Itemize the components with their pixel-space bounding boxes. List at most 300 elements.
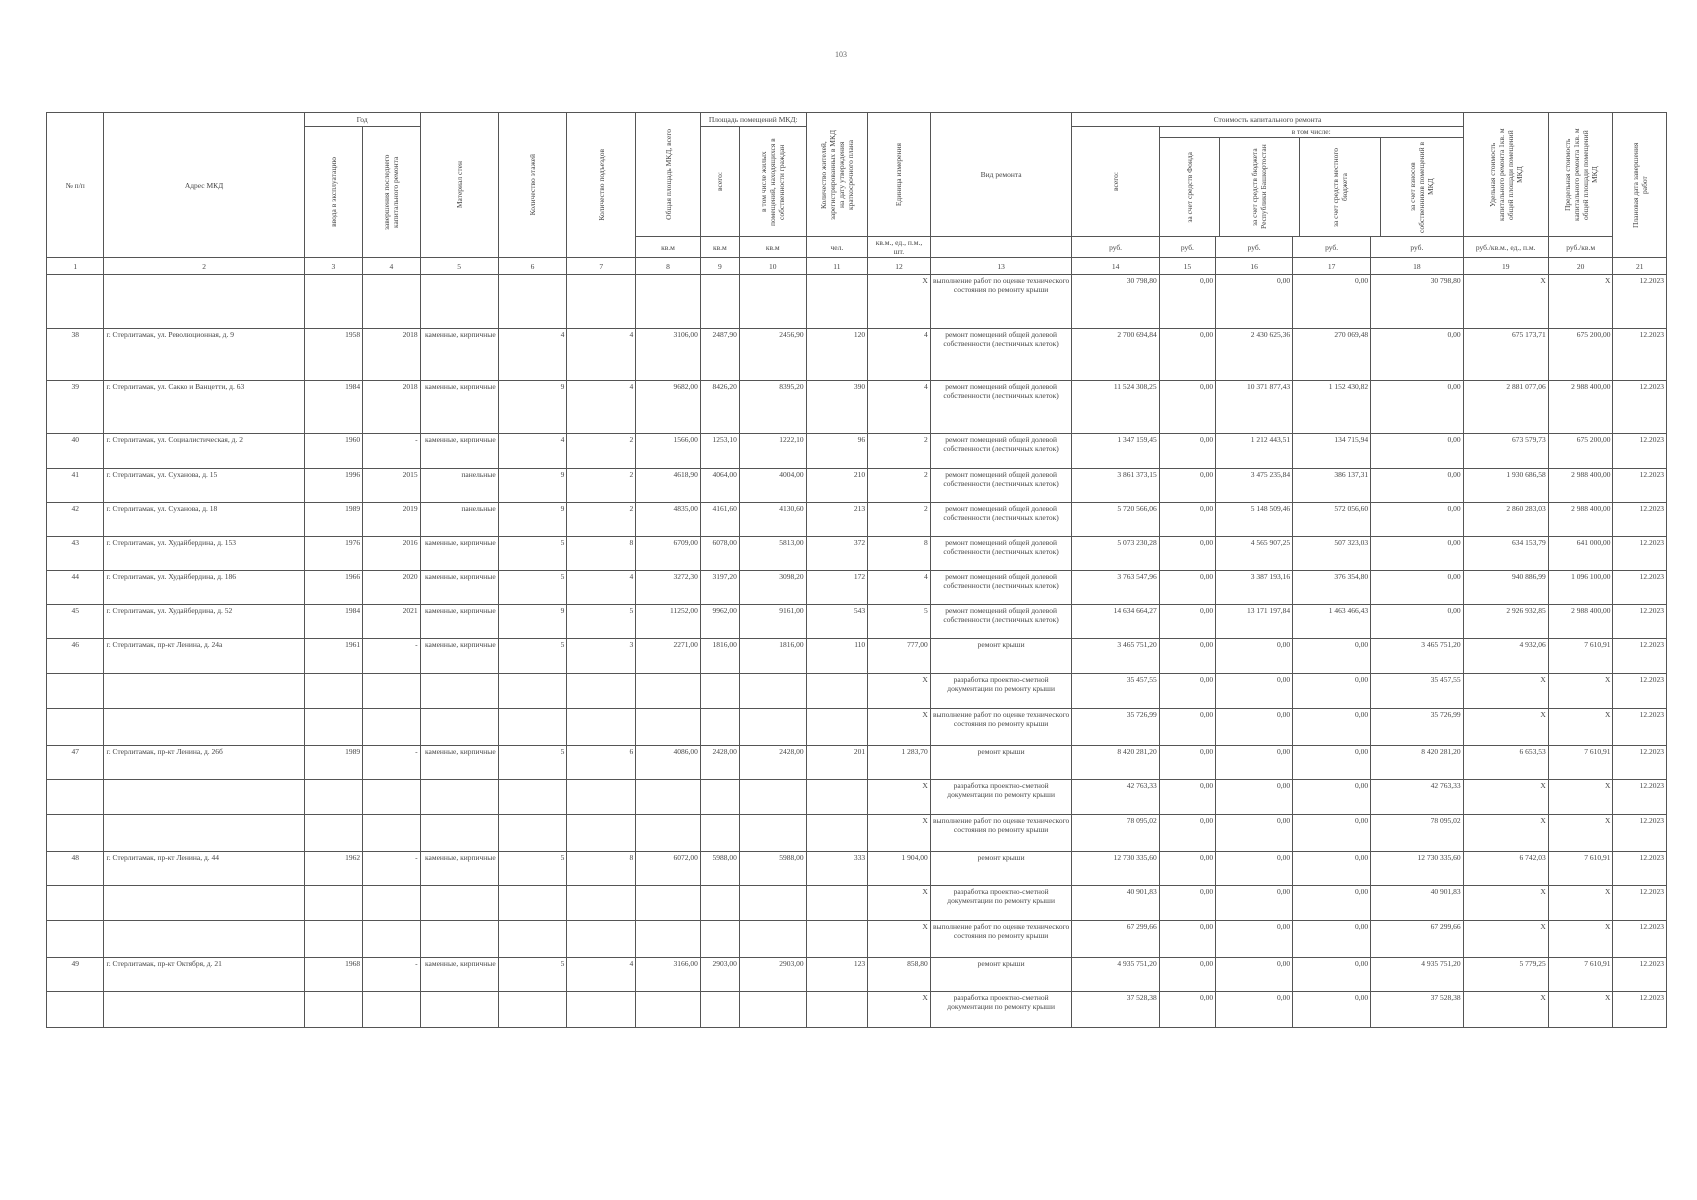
row-cost-rb: 0,00 (1216, 886, 1293, 921)
row-year-repair (363, 886, 420, 921)
header-year: Год (304, 113, 420, 127)
row-year-commission: 1961 (304, 639, 363, 674)
unit-area: кв.м (636, 237, 701, 258)
row-area-all: 6078,00 (700, 537, 739, 571)
row-limit-cost: 675 200,00 (1548, 434, 1613, 469)
row-limit-cost: 2 988 400,00 (1548, 469, 1613, 503)
row-cost-fund: 0,00 (1159, 605, 1215, 639)
row-specific-cost: X (1463, 886, 1548, 921)
row-address (104, 674, 304, 709)
row-repair-kind: выполнение работ по оценке технического состояния по ремонту крыши (930, 709, 1072, 746)
row-total-area: 11252,00 (636, 605, 701, 639)
row-repair-kind: ремонт крыши (930, 958, 1072, 992)
row-cost-fund: 0,00 (1159, 992, 1215, 1028)
row-cost-rb: 10 371 877,43 (1216, 381, 1293, 434)
col-index: 6 (498, 258, 567, 275)
row-year-repair: 2019 (363, 503, 420, 537)
row-area-living: 8395,20 (739, 381, 806, 434)
row-repair-kind: ремонт помещений общей долевой собственности (лестничных клеток) (930, 571, 1072, 605)
row-cost-rb: 0,00 (1216, 746, 1293, 780)
header-cost-incl-group (1159, 127, 1463, 237)
row-floors (498, 921, 567, 958)
row-unit: X (868, 674, 931, 709)
row-cost-mb: 0,00 (1293, 852, 1371, 886)
row-unit: 2 (868, 469, 931, 503)
header-total-area-text: Общая площадь МКД, всего (663, 129, 673, 220)
row-specific-cost: X (1463, 815, 1548, 852)
row-cost-owners: 0,00 (1371, 503, 1463, 537)
row-cost-total: 67 299,66 (1072, 921, 1159, 958)
row-area-living: 2903,00 (739, 958, 806, 992)
header-unit-text: Единица измерения (894, 142, 904, 207)
row-cost-total: 40 901,83 (1072, 886, 1159, 921)
row-date: 12.2023 (1613, 674, 1667, 709)
row-specific-cost: 6 653,53 (1463, 746, 1548, 780)
row-cost-fund: 0,00 (1159, 571, 1215, 605)
row-cost-owners: 4 935 751,20 (1371, 958, 1463, 992)
row-cost-fund: 0,00 (1159, 469, 1215, 503)
page-number: 103 (835, 50, 847, 59)
row-year-commission (304, 921, 363, 958)
row-address: г. Стерлитамак, ул. Худайбердина, д. 186 (104, 571, 304, 605)
row-year-commission (304, 886, 363, 921)
unit-limit: руб./кв.м (1548, 237, 1613, 258)
row-cost-mb: 0,00 (1293, 780, 1371, 815)
row-number: 41 (47, 469, 104, 503)
header-rb-text: за счет средств бюджета Республики Башкортостан (1250, 144, 1269, 230)
row-area-living (739, 921, 806, 958)
row-wall-material: панельные (420, 469, 498, 503)
row-residents: 543 (806, 605, 868, 639)
row-residents: 372 (806, 537, 868, 571)
row-address: г. Стерлитамак, пр-кт Октября, д. 21 (104, 958, 304, 992)
unit-owners: руб. (1371, 237, 1463, 258)
table-row (47, 709, 1667, 746)
row-floors (498, 674, 567, 709)
row-wall-material: каменные, кирпичные (420, 605, 498, 639)
row-cost-fund: 0,00 (1159, 674, 1215, 709)
row-entrances: 3 (567, 639, 636, 674)
header-incl: в том числе: (1160, 127, 1463, 138)
row-floors (498, 709, 567, 746)
row-date: 12.2023 (1613, 434, 1667, 469)
row-year-commission (304, 709, 363, 746)
row-cost-rb: 0,00 (1216, 815, 1293, 852)
header-owners-text: за счет взносов собственников помещений в МКД (1408, 141, 1436, 233)
row-address (104, 886, 304, 921)
row-year-commission: 1996 (304, 469, 363, 503)
row-residents (806, 815, 868, 852)
row-year-commission: 1989 (304, 503, 363, 537)
header-area-group: Площадь помещений МКД: (700, 113, 806, 127)
row-cost-mb: 0,00 (1293, 958, 1371, 992)
row-cost-fund: 0,00 (1159, 958, 1215, 992)
row-cost-owners: 0,00 (1371, 469, 1463, 503)
row-unit: X (868, 780, 931, 815)
row-residents: 201 (806, 746, 868, 780)
row-repair-kind: ремонт крыши (930, 639, 1072, 674)
row-year-commission: 1960 (304, 434, 363, 469)
table-row (47, 746, 1667, 780)
row-entrances: 2 (567, 434, 636, 469)
row-area-living: 2456,90 (739, 329, 806, 381)
header-residents (806, 113, 868, 237)
row-floors (498, 780, 567, 815)
row-area-living: 4130,60 (739, 503, 806, 537)
row-specific-cost: 2 926 932,85 (1463, 605, 1548, 639)
row-residents: 210 (806, 469, 868, 503)
row-date: 12.2023 (1613, 605, 1667, 639)
row-area-all (700, 815, 739, 852)
header-year-last-repair-text: завершения последнего капитального ремонта (382, 154, 401, 230)
row-area-living (739, 815, 806, 852)
row-year-repair: - (363, 958, 420, 992)
row-total-area: 9682,00 (636, 381, 701, 434)
row-limit-cost: 2 988 400,00 (1548, 381, 1613, 434)
row-area-living (739, 674, 806, 709)
row-date: 12.2023 (1613, 469, 1667, 503)
row-cost-rb: 1 212 443,51 (1216, 434, 1293, 469)
row-floors: 5 (498, 958, 567, 992)
row-year-commission: 1984 (304, 605, 363, 639)
col-index: 10 (739, 258, 806, 275)
row-specific-cost: X (1463, 275, 1548, 329)
row-unit: X (868, 275, 931, 329)
col-index: 17 (1293, 258, 1371, 275)
row-number: 45 (47, 605, 104, 639)
row-wall-material: каменные, кирпичные (420, 381, 498, 434)
row-cost-rb: 3 387 193,16 (1216, 571, 1293, 605)
row-cost-owners: 0,00 (1371, 381, 1463, 434)
row-total-area (636, 275, 701, 329)
row-entrances (567, 674, 636, 709)
row-total-area: 6072,00 (636, 852, 701, 886)
row-cost-owners: 67 299,66 (1371, 921, 1463, 958)
table-row (47, 381, 1667, 434)
row-residents (806, 674, 868, 709)
row-repair-kind: разработка проектно-сметной документации по ремонту крыши (930, 992, 1072, 1028)
row-area-all (700, 674, 739, 709)
row-cost-fund: 0,00 (1159, 852, 1215, 886)
row-entrances: 4 (567, 958, 636, 992)
row-total-area: 6709,00 (636, 537, 701, 571)
row-limit-cost: 7 610,91 (1548, 746, 1613, 780)
row-entrances (567, 275, 636, 329)
row-year-repair: 2016 (363, 537, 420, 571)
col-index: 8 (636, 258, 701, 275)
row-entrances (567, 921, 636, 958)
row-total-area: 4618,90 (636, 469, 701, 503)
table-row (47, 503, 1667, 537)
table-row (47, 571, 1667, 605)
row-cost-fund: 0,00 (1159, 780, 1215, 815)
row-cost-mb: 0,00 (1293, 746, 1371, 780)
row-wall-material (420, 275, 498, 329)
row-address: г. Стерлитамак, ул. Сакко и Ванцетти, д. 63 (104, 381, 304, 434)
row-year-repair (363, 780, 420, 815)
table-header (47, 113, 1667, 275)
row-entrances: 8 (567, 852, 636, 886)
row-total-area: 4086,00 (636, 746, 701, 780)
row-area-all: 2428,00 (700, 746, 739, 780)
row-limit-cost: 7 610,91 (1548, 852, 1613, 886)
row-cost-owners: 12 730 335,60 (1371, 852, 1463, 886)
col-index: 3 (304, 258, 363, 275)
row-area-all: 8426,20 (700, 381, 739, 434)
row-number: 38 (47, 329, 104, 381)
row-limit-cost: X (1548, 674, 1613, 709)
row-cost-fund: 0,00 (1159, 381, 1215, 434)
row-cost-total: 5 720 566,06 (1072, 503, 1159, 537)
row-residents: 213 (806, 503, 868, 537)
row-number: 42 (47, 503, 104, 537)
row-wall-material (420, 921, 498, 958)
unit-mb: руб. (1293, 237, 1371, 258)
row-area-all: 1816,00 (700, 639, 739, 674)
row-area-all: 1253,10 (700, 434, 739, 469)
row-cost-total: 12 730 335,60 (1072, 852, 1159, 886)
row-specific-cost: 4 932,06 (1463, 639, 1548, 674)
row-number (47, 780, 104, 815)
row-cost-mb: 0,00 (1293, 815, 1371, 852)
row-wall-material: каменные, кирпичные (420, 537, 498, 571)
row-cost-total: 78 095,02 (1072, 815, 1159, 852)
row-repair-kind: разработка проектно-сметной документации по ремонту крыши (930, 780, 1072, 815)
row-cost-fund: 0,00 (1159, 275, 1215, 329)
row-cost-rb: 0,00 (1216, 780, 1293, 815)
header-floors (498, 113, 567, 258)
row-repair-kind: ремонт помещений общей долевой собственности (лестничных клеток) (930, 503, 1072, 537)
row-cost-mb: 0,00 (1293, 992, 1371, 1028)
row-repair-kind: ремонт помещений общей долевой собственности (лестничных клеток) (930, 434, 1072, 469)
row-cost-total: 42 763,33 (1072, 780, 1159, 815)
row-year-commission (304, 780, 363, 815)
row-repair-kind: выполнение работ по оценке технического состояния по ремонту крыши (930, 275, 1072, 329)
unit-measure: кв.м., ед., п.м., шт. (868, 237, 931, 258)
row-year-commission (304, 275, 363, 329)
row-area-living (739, 992, 806, 1028)
row-specific-cost: X (1463, 921, 1548, 958)
row-floors: 5 (498, 571, 567, 605)
row-date: 12.2023 (1613, 571, 1667, 605)
table-row (47, 329, 1667, 381)
row-cost-mb: 376 354,80 (1293, 571, 1371, 605)
table-row (47, 674, 1667, 709)
row-year-commission: 1976 (304, 537, 363, 571)
row-cost-mb: 507 323,03 (1293, 537, 1371, 571)
row-repair-kind: разработка проектно-сметной документации по ремонту крыши (930, 886, 1072, 921)
row-cost-rb: 0,00 (1216, 709, 1293, 746)
row-year-commission: 1962 (304, 852, 363, 886)
row-entrances: 5 (567, 605, 636, 639)
capital-repair-table (46, 112, 1667, 1028)
row-floors: 9 (498, 381, 567, 434)
row-number: 44 (47, 571, 104, 605)
row-cost-fund: 0,00 (1159, 886, 1215, 921)
row-floors: 5 (498, 537, 567, 571)
row-cost-owners: 3 465 751,20 (1371, 639, 1463, 674)
row-total-area (636, 709, 701, 746)
row-year-repair (363, 921, 420, 958)
row-unit: 4 (868, 381, 931, 434)
row-number: 49 (47, 958, 104, 992)
row-unit: 1 904,00 (868, 852, 931, 886)
row-entrances: 2 (567, 469, 636, 503)
header-year-commission (304, 127, 363, 258)
unit-area-living: кв.м (739, 237, 806, 258)
row-cost-rb: 0,00 (1216, 639, 1293, 674)
row-cost-mb: 0,00 (1293, 921, 1371, 958)
row-number: 48 (47, 852, 104, 886)
header-entrances (567, 113, 636, 258)
row-date: 12.2023 (1613, 329, 1667, 381)
header-wall (420, 113, 498, 258)
row-floors: 5 (498, 852, 567, 886)
row-year-repair: - (363, 746, 420, 780)
table-row (47, 815, 1667, 852)
col-index: 2 (104, 258, 304, 275)
row-area-all: 4161,60 (700, 503, 739, 537)
row-specific-cost: 1 930 686,58 (1463, 469, 1548, 503)
row-wall-material (420, 815, 498, 852)
row-entrances: 2 (567, 503, 636, 537)
row-residents: 172 (806, 571, 868, 605)
row-cost-total: 8 420 281,20 (1072, 746, 1159, 780)
row-residents (806, 275, 868, 329)
row-residents: 390 (806, 381, 868, 434)
row-cost-rb: 0,00 (1216, 992, 1293, 1028)
col-index: 16 (1216, 258, 1293, 275)
row-cost-owners: 37 528,38 (1371, 992, 1463, 1028)
row-year-repair: 2021 (363, 605, 420, 639)
row-total-area (636, 780, 701, 815)
row-specific-cost: 2 860 283,03 (1463, 503, 1548, 537)
col-index: 5 (420, 258, 498, 275)
row-cost-owners: 0,00 (1371, 537, 1463, 571)
row-unit: 4 (868, 329, 931, 381)
row-unit: 5 (868, 605, 931, 639)
row-cost-owners: 78 095,02 (1371, 815, 1463, 852)
row-specific-cost: 675 173,71 (1463, 329, 1548, 381)
row-area-living: 9161,00 (739, 605, 806, 639)
row-entrances (567, 815, 636, 852)
unit-fund: руб. (1159, 237, 1215, 258)
row-repair-kind: ремонт помещений общей долевой собственности (лестничных клеток) (930, 381, 1072, 434)
row-total-area (636, 674, 701, 709)
row-year-commission: 1968 (304, 958, 363, 992)
row-cost-total: 4 935 751,20 (1072, 958, 1159, 992)
row-year-commission: 1958 (304, 329, 363, 381)
row-area-all: 4064,00 (700, 469, 739, 503)
row-cost-mb: 1 152 430,82 (1293, 381, 1371, 434)
row-area-all (700, 709, 739, 746)
row-cost-mb: 386 137,31 (1293, 469, 1371, 503)
row-area-living (739, 780, 806, 815)
row-cost-total: 2 700 694,84 (1072, 329, 1159, 381)
row-year-repair: - (363, 434, 420, 469)
row-limit-cost: X (1548, 886, 1613, 921)
col-index: 9 (700, 258, 739, 275)
row-limit-cost: X (1548, 921, 1613, 958)
row-cost-total: 37 528,38 (1072, 992, 1159, 1028)
row-floors: 9 (498, 469, 567, 503)
row-floors (498, 275, 567, 329)
row-entrances: 4 (567, 381, 636, 434)
row-entrances: 6 (567, 746, 636, 780)
row-area-all: 2903,00 (700, 958, 739, 992)
row-residents: 123 (806, 958, 868, 992)
row-cost-owners: 0,00 (1371, 434, 1463, 469)
row-residents (806, 780, 868, 815)
row-year-repair: - (363, 639, 420, 674)
row-cost-total: 11 524 308,25 (1072, 381, 1159, 434)
row-specific-cost: 634 153,79 (1463, 537, 1548, 571)
row-unit: 2 (868, 503, 931, 537)
row-total-area: 3272,30 (636, 571, 701, 605)
header-unit (868, 113, 931, 237)
row-unit: 858,80 (868, 958, 931, 992)
row-repair-kind: выполнение работ по оценке технического состояния по ремонту крыши (930, 921, 1072, 958)
row-wall-material (420, 674, 498, 709)
col-index: 1 (47, 258, 104, 275)
unit-total: руб. (1072, 237, 1159, 258)
row-area-all: 9962,00 (700, 605, 739, 639)
row-cost-rb: 0,00 (1216, 275, 1293, 329)
row-cost-mb: 0,00 (1293, 275, 1371, 329)
row-area-living (739, 275, 806, 329)
row-area-living: 2428,00 (739, 746, 806, 780)
row-cost-total: 30 798,80 (1072, 275, 1159, 329)
row-date: 12.2023 (1613, 709, 1667, 746)
row-residents: 120 (806, 329, 868, 381)
row-area-living: 3098,20 (739, 571, 806, 605)
col-index: 4 (363, 258, 420, 275)
row-cost-rb: 0,00 (1216, 958, 1293, 992)
unit-specific: руб./кв.м., ед., п.м. (1463, 237, 1548, 258)
row-cost-owners: 8 420 281,20 (1371, 746, 1463, 780)
row-wall-material (420, 886, 498, 921)
row-limit-cost: 2 988 400,00 (1548, 503, 1613, 537)
row-residents: 110 (806, 639, 868, 674)
row-cost-owners: 40 901,83 (1371, 886, 1463, 921)
row-date: 12.2023 (1613, 537, 1667, 571)
row-year-repair (363, 992, 420, 1028)
row-cost-owners: 35 457,55 (1371, 674, 1463, 709)
row-address: г. Стерлитамак, пр-кт Ленина, д. 24а (104, 639, 304, 674)
row-unit: X (868, 815, 931, 852)
header-year-last-repair (363, 127, 420, 258)
header-wall-text: Материал стен (454, 161, 464, 209)
row-cost-mb: 1 463 466,43 (1293, 605, 1371, 639)
row-floors: 5 (498, 639, 567, 674)
row-limit-cost: 675 200,00 (1548, 329, 1613, 381)
row-cost-mb: 0,00 (1293, 709, 1371, 746)
row-residents (806, 992, 868, 1028)
row-cost-fund: 0,00 (1159, 815, 1215, 852)
row-address (104, 709, 304, 746)
row-cost-total: 5 073 230,28 (1072, 537, 1159, 571)
unit-kind-blank (930, 237, 1072, 258)
row-repair-kind: разработка проектно-сметной документации по ремонту крыши (930, 674, 1072, 709)
row-address: г. Стерлитамак, ул. Худайбердина, д. 153 (104, 537, 304, 571)
row-unit: 777,00 (868, 639, 931, 674)
header-total-area (636, 113, 701, 237)
row-cost-rb: 5 148 509,46 (1216, 503, 1293, 537)
row-cost-total: 1 347 159,45 (1072, 434, 1159, 469)
row-repair-kind: ремонт помещений общей долевой собственности (лестничных клеток) (930, 537, 1072, 571)
row-address: г. Стерлитамак, пр-кт Ленина, д. 26б (104, 746, 304, 780)
row-specific-cost: 6 742,03 (1463, 852, 1548, 886)
